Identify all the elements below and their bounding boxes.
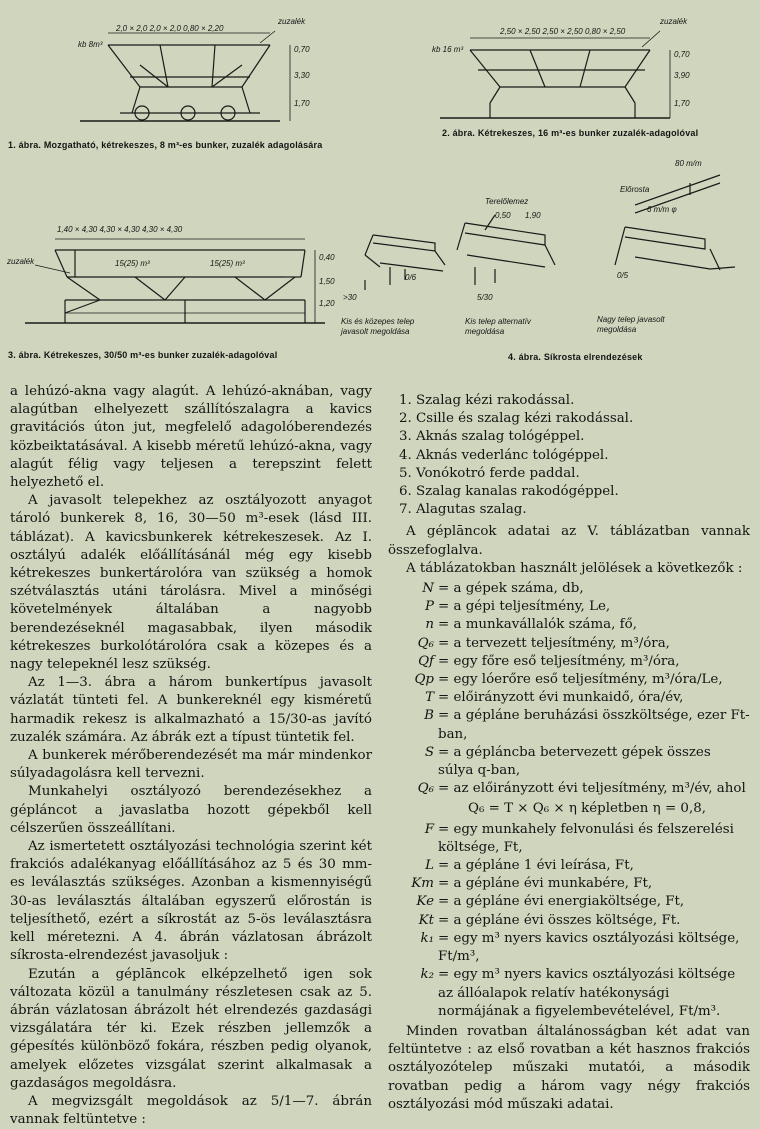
legend-continued	[388, 821, 750, 1021]
legend-definition: = a gépláne beruházási összköltsége, ezer Ft-ban,	[438, 708, 750, 742]
legend-definition: = a gépek száma, db,	[438, 581, 584, 597]
legend-definition: = a gépi teljesítmény, Le,	[438, 599, 611, 615]
legend-symbol: L	[425, 858, 434, 874]
figure-1-kb-label: kb 8m³	[78, 40, 103, 49]
legend-symbol: Qp	[414, 672, 434, 688]
legend-definition: = egy munkahely felvonulási és felszerelési költsége, Ft,	[438, 821, 734, 855]
legend-definition: = a gépláne évi energiaköltsége, Ft,	[438, 894, 685, 910]
legend-definition: = egy főre eső teljesítmény, m³/óra,	[438, 653, 680, 669]
paragraph: A táblázatokban használt jelölések a következők :	[406, 560, 743, 576]
list-item: 1. Szalag kézi rakodással.	[416, 392, 750, 410]
figure-4-mesh-2: 80 m/m	[675, 159, 702, 168]
list-item: 6. Szalag kanalas rakodógéppel.	[416, 483, 750, 501]
paragraph: A megvizsgált megoldások az 5/1—7. ábrán vannak feltüntetve :	[10, 1093, 372, 1128]
paragraph: A bunkerek mérőberendezését ma már mindenkor súlyadagolásra kell tervezni.	[10, 748, 372, 782]
legend-symbol: Q₆	[417, 781, 434, 797]
legend-definition: = a tervezett teljesítmény, m³/óra,	[438, 635, 670, 651]
figure-4-sub-caption-2: Kis telep alternatív megoldása	[465, 317, 531, 336]
legend-symbol: F	[424, 821, 434, 837]
figure-3-zuzalek-label: zuzalék	[7, 257, 35, 266]
figure-3-height-1: 1,50	[319, 277, 335, 286]
legend-symbol: Qf	[418, 653, 434, 669]
legend-definition: = a gépláne 1 évi leírása, Ft,	[438, 858, 634, 874]
list-item: 5. Vonókotró ferde paddal.	[416, 465, 750, 483]
figure-2	[420, 5, 755, 130]
paragraph: Minden rovatban általánosságban két adat van feltüntetve : az első rovatban a két hasznos frakciós osztályozótelep műszaki mutatói, a második rovatban pedig a három vagy négy frakciós osztályozási mód műszaki adatai.	[388, 1023, 750, 1112]
legend-symbol: k₁	[420, 930, 434, 946]
figure-4-caption: 4. ábra. Síkrosta elrendezések	[508, 352, 643, 362]
figure-4-sub-caption-3: Nagy telep javasolt megoldása	[597, 315, 665, 334]
figure-4-dim-2: 1,90	[525, 211, 541, 220]
paragraph: Az 1—3. ábra a három bunkertípus javasolt vázlatát tünteti fel. A bunkereknél egy kisméretű harmadik rekesz is alkalmazható a 15/30-as javító zuzalék számára. Az ábrák ezt a típust tüntetik fel.	[10, 675, 372, 745]
legend-definition: = az előirányzott évi teljesítmény, m³/év, ahol	[438, 781, 746, 797]
legend-definition: = a gépláne évi összes költsége, Ft.	[438, 912, 681, 928]
figure-1	[20, 5, 390, 145]
figure-2-height-3: 0,70	[674, 50, 690, 59]
figure-4-sub-caption-1: Kis és közepes telep javasolt megoldása	[341, 317, 415, 336]
figure-3-dims: 1,40 × 4,30 4,30 × 4,30 4,30 × 4,30	[57, 225, 183, 234]
figure-4-fraction-b: 5/30	[477, 293, 493, 302]
legend-symbol: Kt	[418, 912, 434, 928]
solutions-list	[388, 392, 750, 519]
left-column	[10, 383, 372, 1129]
paragraph: Ezután a géplāncok elképzelhető igen sok változata közül a tanulmány részletesen csak az 5. ábrán vázlatosan ábrázolt hét elrendezés gazdasági vizsgálatára tér ki. Ezek részben jellemzők a gépesítés különböző fokára, részben pedig olyanok, amelyek előzetes vizsgálat szerint alkalmasak a gazdaságos megoldásra.	[10, 966, 372, 1091]
legend-definition: = egy m³ nyers kavics osztályozási költsége, Ft/m³,	[438, 930, 740, 965]
figure-4-fraction-c: 0/5	[617, 271, 629, 280]
legend-symbol: B	[424, 708, 434, 724]
figure-3	[5, 215, 350, 345]
figure-2-dims: 2,50 × 2,50 2,50 × 2,50 0,80 × 2,50	[500, 27, 626, 36]
figure-4-fraction-d: 0/6	[405, 273, 417, 282]
figure-1-height-3: 0,70	[294, 45, 310, 54]
legend-symbol: P	[424, 599, 434, 615]
legend-symbol: Km	[411, 876, 434, 892]
figure-2-caption: 2. ábra. Kétrekeszes, 16 m³-es bunker zuzalék-adagolóval	[442, 128, 699, 138]
list-item: 2. Csille és szalag kézi rakodással.	[416, 410, 750, 428]
paragraph: a lehúzó-akna vagy alagút. A lehúzó-aknában, vagy alagútban elhelyezett szállítószalagra a kavics gravitációs úton jut, megfelelő adagolóberendezés közbeiktatásával. A kisebb méretű lehúzó-akna, vagy alagút félig vagy teljesen a terepszint felett helyezhető el.	[10, 384, 372, 491]
figure-4-elorosta-label: Előrosta	[620, 185, 650, 194]
legend-definition: = a gépláne évi munkabére, Ft,	[438, 876, 653, 892]
paragraph: A géplāncok adatai az V. táblázatban vannak összefoglalva.	[388, 524, 750, 558]
legend-symbol: Q₆	[417, 635, 434, 651]
figure-2-drawing	[420, 5, 755, 130]
figure-3-height-2: 1,20	[319, 299, 335, 308]
figure-3-height-3: 0,40	[319, 253, 335, 262]
legend-symbol: k₂	[420, 967, 434, 983]
figure-1-height-2: 1,70	[294, 99, 310, 108]
legend-symbol: Ke	[416, 894, 434, 910]
legend-definition: = a munkavállalók száma, fő,	[438, 617, 637, 633]
figure-3-drawing	[5, 215, 350, 345]
figure-1-height-1: 3,30	[294, 71, 310, 80]
list-item: 3. Aknás szalag tológéppel.	[416, 428, 750, 446]
legend-definition: = egy lóerőre eső teljesítmény, m³/óra/Le,	[438, 672, 723, 688]
paragraph: Az ismertetett osztályozási technológia szerint két frakciós adalékanyag előállításához az 5 és 30 mm-es leválasztás szükséges. Azonban a kismennyiségű 30-as leválasztás általában egyszerű előrostán is teljesíthető, ezért a síkrostát az 5-ös leválasztásra kell méretezni. A 4. ábrán vázlatosan ábrázolt síkrosta-elrendezést javasoljuk :	[10, 839, 372, 964]
legend-symbol: S	[424, 744, 434, 760]
figure-2-height-1: 3,90	[674, 71, 690, 80]
figure-1-caption: 1. ábra. Mozgatható, kétrekeszes, 8 m³-es bunker, zuzalék adagolására	[8, 140, 323, 150]
figure-1-dims: 2,0 × 2,0 2,0 × 2,0 0,80 × 2,20	[116, 24, 224, 33]
figure-3-cell-1: 15(25) m³	[115, 259, 150, 268]
figure-2-height-2: 1,70	[674, 99, 690, 108]
legend-symbol: n	[425, 617, 434, 633]
figure-3-cell-2: 15(25) m³	[210, 259, 245, 268]
legend	[388, 580, 750, 798]
figure-2-zuzalek-label: zuzalék	[660, 17, 688, 26]
figure-4-terel-label: Terelőlemez	[485, 197, 529, 206]
legend-symbol: T	[425, 690, 434, 706]
figure-4-mesh-1: 6 m/m φ	[647, 205, 677, 214]
figure-4	[335, 155, 755, 345]
legend-definition: = a gépláncba betervezett gépek összes súlya q-ban,	[438, 744, 711, 779]
paragraph: Munkahelyi osztályozó berendezésekhez a gépláncot a javaslatba hozott gépekből kell célszerűen összeállítani.	[10, 784, 372, 836]
figure-4-dim-1: 0,50	[495, 211, 511, 220]
figure-3-caption: 3. ábra. Kétrekeszes, 30/50 m³-es bunker zuzalék-adagolóval	[8, 350, 278, 360]
figure-4-fraction-a: >30	[343, 293, 357, 302]
list-item: 4. Aknás vederlánc tológéppel.	[416, 447, 750, 465]
legend-definition: = egy m³ nyers kavics osztályozási költsége az állóalapok relatív hatékonysági normájának a figyelembevételével, Ft/m³.	[438, 967, 736, 1019]
formula: Q₆ = T × Q₆ × η képletben η = 0,8,	[468, 801, 706, 817]
legend-symbol: N	[422, 581, 434, 597]
figure-1-zuzalek-label: zuzalék	[278, 17, 306, 26]
right-column	[388, 390, 750, 1114]
list-item: 7. Alagutas szalag.	[416, 501, 750, 519]
legend-definition: = előirányzott évi munkaidő, óra/év,	[438, 690, 684, 706]
paragraph: A javasolt telepekhez az osztályozott anyagot tároló bunkerek 8, 16, 30—50 m³-esek (lásd III. táblázat). A kavicsbunkerek kétrekeszesek. Az I. osztályú adalék előállításánál még egy kisebb kétrekeszes bunkertárolóra van szükség a homok szétválasztás utáni tárolásra. Mivel a minőségi követelmények általában a nagyobb berendezéseknél magasabbak, ilyen második kétrekeszes burkolótárolóra csak a közepes és a nagy telepeknél lesz szükség.	[10, 493, 372, 673]
figure-2-kb-label: kb 16 m³	[432, 45, 464, 54]
